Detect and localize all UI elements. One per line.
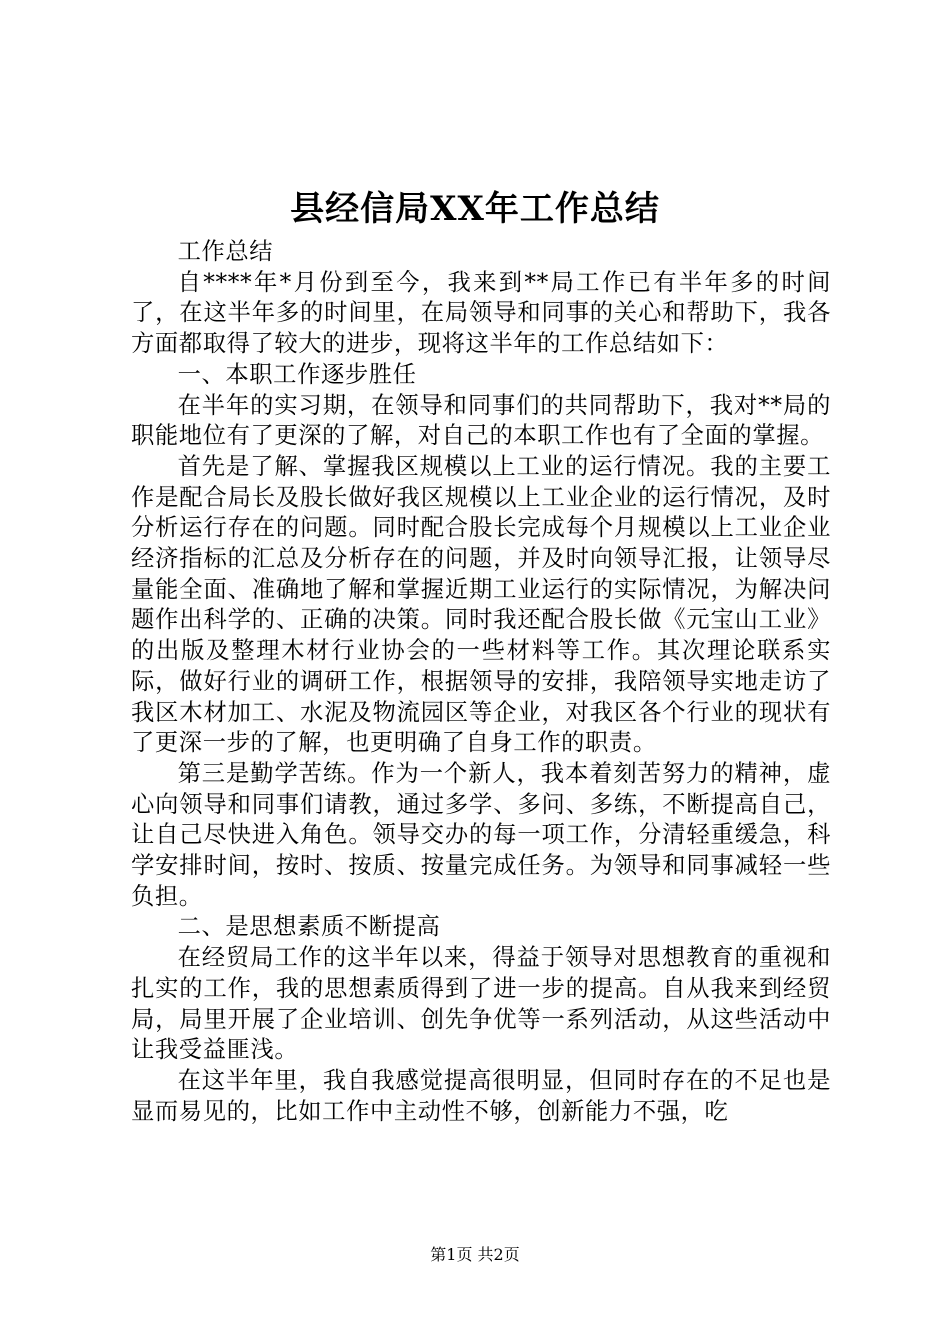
document-title: 县经信局XX年工作总结: [290, 189, 660, 229]
paragraph-intro: 自****年*月份到至今，我来到**局工作已有半年多的时间了，在这半年多的时间里，在局领导和同事的关心和帮助下，我各方面都取得了较大的进步，现将这半年的工作总结如下：: [131, 268, 831, 358]
paragraph: 在经贸局工作的这半年以来，得益于领导对思想教育的重视和扎实的工作，我的思想素质得到了进一步的提高。自从我来到经贸局，局里开展了企业培训、创先争优等一系列活动，从这些活动中让我受益匪浅。: [131, 944, 831, 1064]
paragraph-heading: 工作总结: [177, 238, 274, 265]
paragraph: 在半年的实习期，在领导和同事们的共同帮助下，我对**局的职能地位有了更深的了解，对自己的本职工作也有了全面的掌握。: [131, 391, 831, 450]
section-heading-2: 二、是思想素质不断提高: [177, 913, 441, 941]
document-body: [131, 237, 831, 1127]
paragraph: 在这半年里，我自我感觉提高很明显，但同时存在的不足也是显而易见的，比如工作中主动性不够，创新能力不强，吃: [131, 1066, 831, 1125]
page-number-footer: 第1页 共2页: [430, 1245, 520, 1264]
section-heading-1: 一、本职工作逐步胜任: [177, 360, 417, 388]
paragraph: 首先是了解、掌握我区规模以上工业的运行情况。我的主要工作是配合局长及股长做好我区规模以上工业企业的运行情况，及时分析运行存在的问题。同时配合股长完成每个月规模以上工业企业经济指标的汇总及分析存在的问题，并及时向领导汇报，让领导尽量能全面、准确地了解和掌握近期工业运行的实际情况，为解决问题作出科学的、正确的决策。同时我还配合股长做《元宝山工业》的出版及整理木材行业协会的一些材料等工作。其次理论联系实际，做好行业的调研工作，根据领导的安排，我陪领导实地走访了我区木材加工、水泥及物流园区等企业，对我区各个行业的现状有了更深一步的了解，也更明确了自身工作的职责。: [131, 452, 831, 757]
paragraph: 第三是勤学苦练。作为一个新人，我本着刻苦努力的精神，虚心向领导和同事们请教，通过多学、多问、多练，不断提高自己，让自己尽快进入角色。领导交办的每一项工作，分清轻重缓急，科学安排时间，按时、按质、按量完成任务。为领导和同事减轻一些负担。: [131, 759, 831, 910]
